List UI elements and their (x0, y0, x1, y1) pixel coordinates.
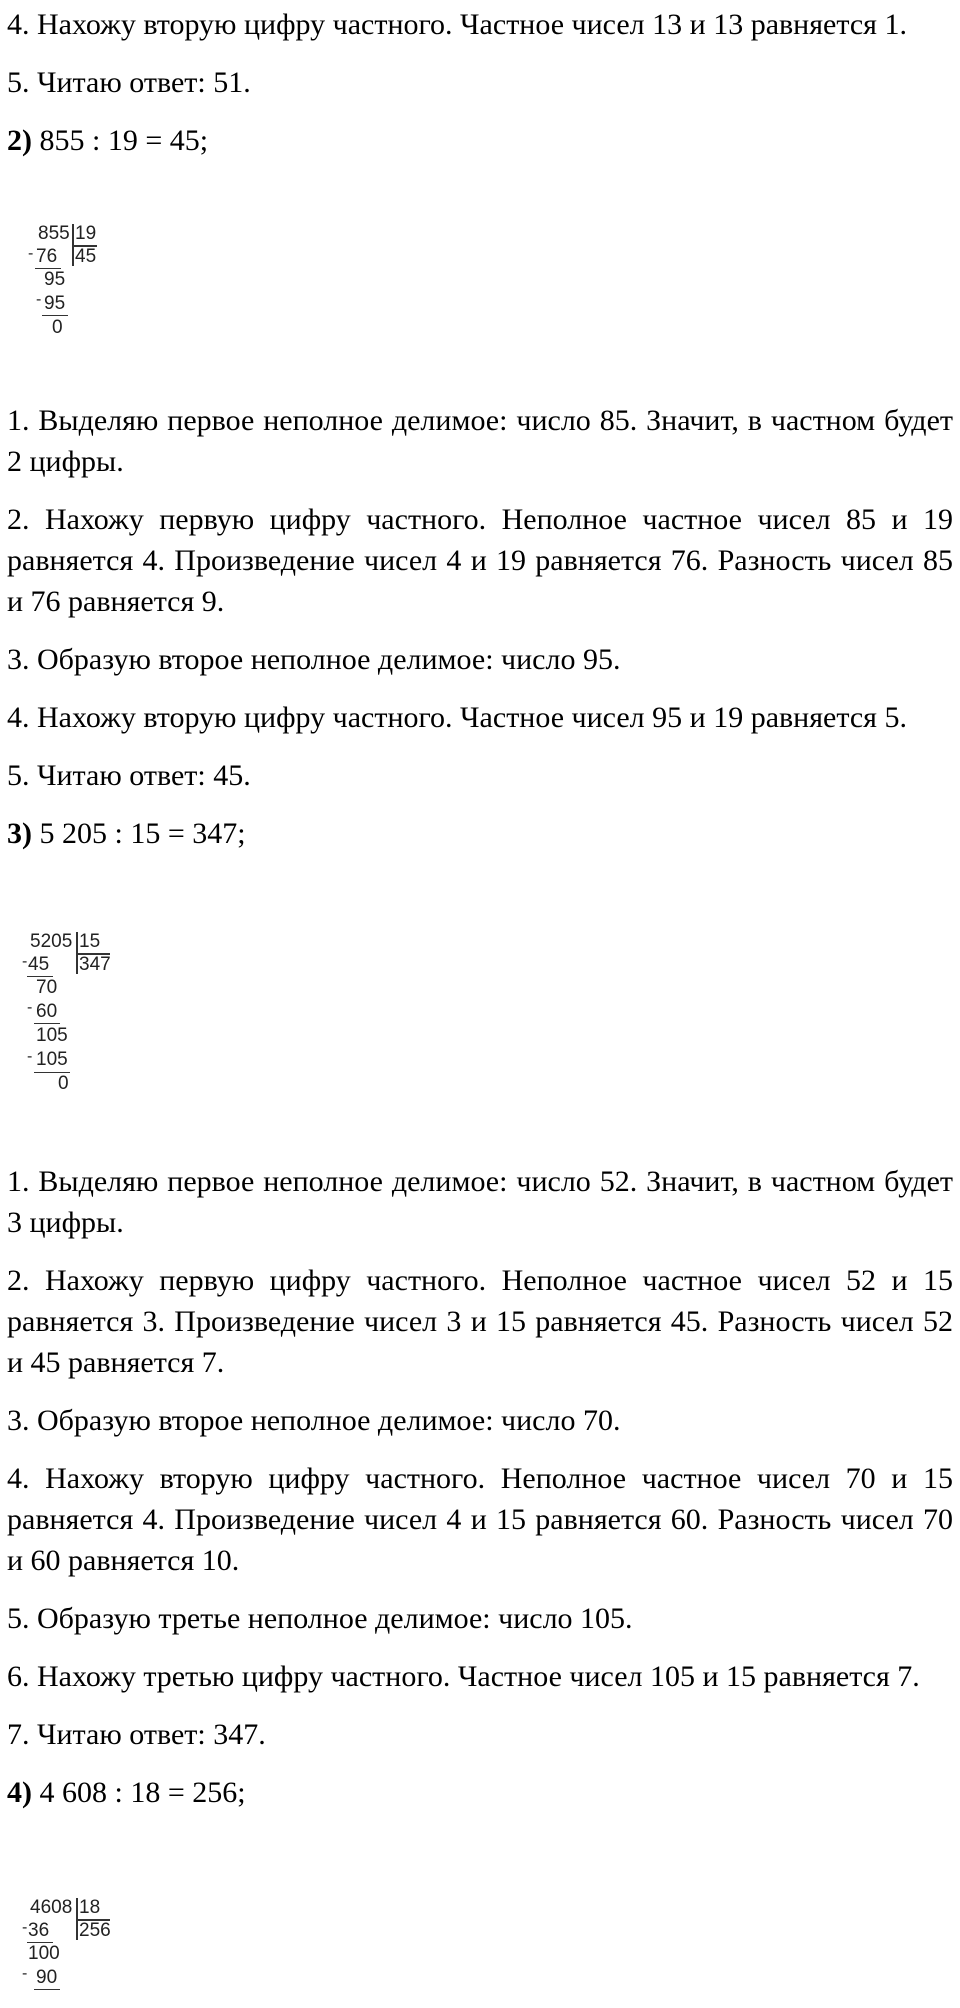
division-row: 76 (36, 246, 58, 267)
divisor: 19 (75, 223, 97, 244)
text-block-top (7, 4, 953, 178)
task-number: 4) (7, 1776, 32, 1809)
quotient: 256 (79, 1920, 111, 1941)
minus-sign: - (22, 1965, 28, 1982)
paragraph: 4. Нахожу вторую цифру частного. Частное чисел 95 и 19 равняется 5. (7, 701, 907, 734)
minus-sign: - (22, 1919, 28, 1936)
paragraph: 4. Нахожу вторую цифру частного. Неполное частное чисел 70 и 15 равняется 4. Произведение чисел 4 и 15 равняется 60. Разность чисел 70 и 60 равняется 10. (7, 1462, 953, 1577)
division-row: 60 (36, 1001, 58, 1022)
minus-sign: - (27, 999, 33, 1016)
text-block-task2 (7, 400, 953, 871)
quotient: 347 (79, 954, 111, 975)
task-number: 2) (7, 124, 32, 157)
paragraph: 2. Нахожу первую цифру частного. Неполное частное чисел 85 и 19 равняется 4. Произведение чисел 4 и 19 равняется 76. Разность чисел 85 и 76 равняется 9. (7, 503, 953, 618)
divisor: 18 (79, 1897, 101, 1918)
task-heading (7, 120, 953, 161)
task-expression: 4 608 : 18 = 256; (32, 1776, 246, 1809)
division-row: 105 (36, 1049, 68, 1070)
paragraph: 6. Нахожу третью цифру частного. Частное чисел 105 и 15 равняется 7. (7, 1660, 920, 1693)
division-row: 0 (52, 317, 63, 338)
long-division-figure (30, 222, 110, 372)
minus-sign: - (36, 291, 42, 308)
paragraph: 5. Читаю ответ: 45. (7, 759, 251, 792)
minus-sign: - (22, 953, 28, 970)
paragraph: 1. Выделяю первое неполное делимое: число 52. Значит, в частном будет 3 цифры. (7, 1165, 953, 1239)
task-heading (7, 813, 953, 854)
division-row: 90 (36, 1967, 58, 1988)
division-row: 95 (44, 269, 66, 290)
division-underline (34, 1989, 60, 1990)
paragraph: 3. Образую второе неполное делимое: число 70. (7, 1404, 621, 1437)
long-division-figure (24, 1896, 124, 2006)
task-heading (7, 1772, 953, 1813)
task-expression: 5 205 : 15 = 347; (32, 817, 246, 850)
division-row: 45 (28, 954, 50, 975)
text-block-task3 (7, 1161, 953, 1830)
paragraph: 4. Нахожу вторую цифру частного. Частное чисел 13 и 13 равняется 1. (7, 8, 907, 41)
division-row: 0 (58, 1073, 69, 1094)
division-row: 95 (44, 293, 66, 314)
paragraph: 5. Читаю ответ: 51. (7, 66, 251, 99)
paragraph: 1. Выделяю первое неполное делимое: число 85. Значит, в частном будет 2 цифры. (7, 404, 953, 478)
paragraph: 2. Нахожу первую цифру частного. Неполное частное чисел 52 и 15 равняется 3. Произведение чисел 3 и 15 равняется 45. Разность чисел 52 и 45 равняется 7. (7, 1264, 953, 1379)
dividend: 4608 (30, 1897, 73, 1918)
minus-sign: - (27, 1048, 33, 1065)
dividend: 5205 (30, 931, 73, 952)
paragraph: 3. Образую второе неполное делимое: число 95. (7, 643, 621, 676)
task-number: 3) (7, 817, 32, 850)
paragraph: 5. Образую третье неполное делимое: число 105. (7, 1602, 633, 1635)
division-row: 70 (36, 977, 58, 998)
division-row: 36 (28, 1920, 50, 1941)
paragraph: 7. Читаю ответ: 347. (7, 1718, 266, 1751)
division-row: 100 (28, 1943, 60, 1964)
divisor: 15 (79, 931, 101, 952)
task-expression: 855 : 19 = 45; (32, 124, 209, 157)
dividend: 855 (38, 223, 70, 244)
long-division-figure (24, 930, 124, 1140)
division-row: 105 (36, 1025, 68, 1046)
quotient: 45 (75, 246, 97, 267)
minus-sign: - (28, 245, 34, 262)
